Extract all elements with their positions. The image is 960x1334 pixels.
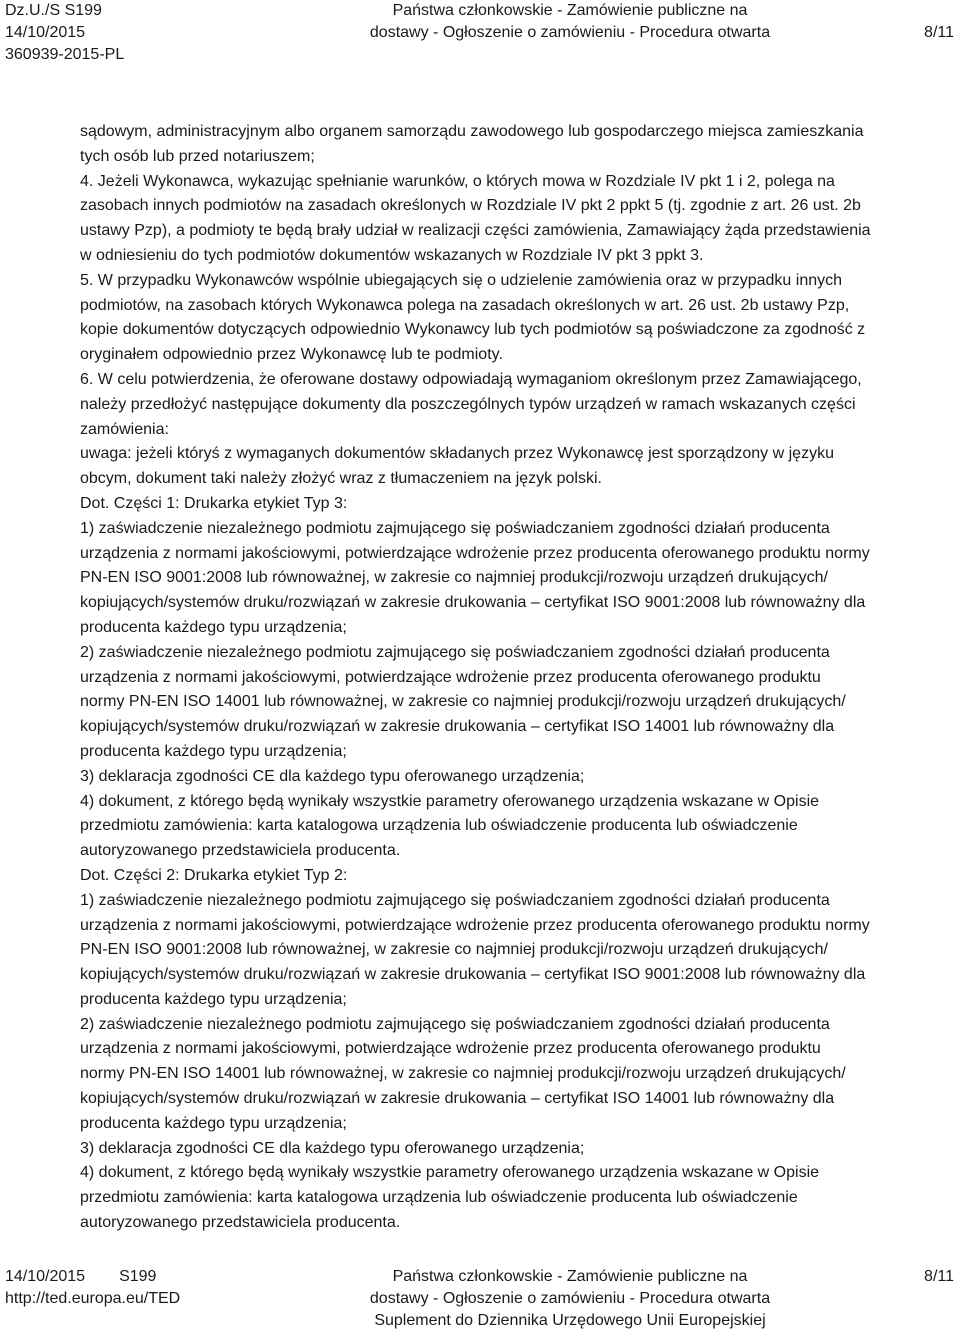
text-line: kopiujących/systemów druku/rozwiązań w zakresie drukowania – certyfikat ISO 14001 lub równoważny dla: [80, 1090, 835, 1108]
text-line: kopiujących/systemów druku/rozwiązań w zakresie drukowania – certyfikat ISO 9001:2008 lub równoważny dla: [80, 966, 866, 984]
text-line: 2) zaświadczenie niezależnego podmiotu zajmującego się poświadczaniem zgodności działań producenta: [80, 1015, 830, 1033]
text-line: urządzenia z normami jakościowymi, potwierdzające wdrożenie przez producenta oferowanego produktu: [80, 668, 821, 686]
header-left: [5, 0, 305, 66]
text-line: 4) dokument, z którego będą wynikały wszystkie parametry oferowanego urządzenia wskazane w Opisie: [80, 1164, 820, 1182]
text-line: PN-EN ISO 9001:2008 lub równoważnej, w zakresie co najmniej produkcji/rozwoju urządzeń drukujących/: [80, 941, 828, 959]
text-line: ustawy Pzp), a podmioty te będą brały udział w realizacji części zamówienia, Zamawiający żąda przedstawienia: [80, 222, 871, 240]
header-right: [874, 0, 954, 44]
text-line: autoryzowanego przedstawiciela producenta.: [80, 842, 401, 860]
text-line: przedmiotu zamówienia: karta katalogowa urządzenia lub oświadczenie producenta lub oświadczenie: [80, 1189, 798, 1207]
footer-right: [874, 1266, 954, 1288]
footer-title-line-3: Suplement do Dziennika Urzędowego Unii Europejskiej: [374, 1312, 766, 1329]
text-line: PN-EN ISO 9001:2008 lub równoważnej, w zakresie co najmniej produkcji/rozwoju urządzeń drukujących/: [80, 569, 828, 587]
text-line: 1) zaświadczenie niezależnego podmiotu zajmującego się poświadczaniem zgodności działań producenta: [80, 519, 830, 537]
text-line: 3) deklaracja zgodności CE dla każdego typu oferowanego urządzenia;: [80, 1139, 585, 1157]
text-line: 4) dokument, z którego będą wynikały wszystkie parametry oferowanego urządzenia wskazane w Opisie: [80, 792, 820, 810]
text-line: Dot. Części 1: Drukarka etykiet Typ 3:: [80, 494, 348, 512]
text-line: tych osób lub przed notariuszem;: [80, 147, 315, 165]
text-line: normy PN-EN ISO 14001 lub równoważnej, w zakresie co najmniej produkcji/rozwoju urządzeń drukujących/: [80, 693, 846, 711]
footer-date: 14/10/2015: [5, 1268, 86, 1285]
text-line: producenta każdego typu urządzenia;: [80, 742, 347, 760]
text-line: zamówienia:: [80, 420, 169, 438]
text-line: producenta każdego typu urządzenia;: [80, 990, 347, 1008]
text-line: Dot. Części 2: Drukarka etykiet Typ 2:: [80, 866, 348, 884]
journal-reference: Dz.U./S S199: [5, 2, 102, 19]
footer-left: [5, 1266, 305, 1310]
header-center: [310, 0, 830, 44]
text-line: urządzenia z normami jakościowymi, potwierdzające wdrożenie przez producenta oferowanego produktu: [80, 1040, 821, 1058]
text-line: 5. W przypadku Wykonawców wspólnie ubiegających się o udzielenie zamówienia oraz w przypadku innych: [80, 271, 843, 289]
text-line: oryginałem odpowiednio przez Wykonawcę lub te podmioty.: [80, 346, 503, 364]
text-line: uwaga: jeżeli któryś z wymaganych dokumentów składanych przez Wykonawcę jest sporządzony w języku: [80, 445, 834, 463]
text-line: kopie dokumentów dotyczących odpowiednio Wykonawcy lub tych podmiotów są poświadczone za zgodność z: [80, 321, 866, 339]
text-line: 3) deklaracja zgodności CE dla każdego typu oferowanego urządzenia;: [80, 767, 585, 785]
text-line: 4. Jeżeli Wykonawca, wykazując spełnianie warunków, o których mowa w Rozdziale IV pkt 1 i 2, polega na: [80, 172, 835, 190]
publication-date: 14/10/2015: [5, 24, 86, 41]
footer-title-line-1: Państwa członkowskie - Zamówienie publiczne na: [392, 1268, 748, 1285]
footer-url[interactable]: http://ted.europa.eu/TED: [5, 1290, 181, 1307]
text-line: producenta każdego typu urządzenia;: [80, 1114, 347, 1132]
text-line: autoryzowanego przedstawiciela producenta.: [80, 1214, 401, 1232]
footer-page-number: 8/11: [924, 1268, 954, 1285]
text-line: 6. W celu potwierdzenia, że oferowane dostawy odpowiadają wymaganiom określonym przez Zamawiającego,: [80, 370, 862, 388]
footer-issue: S199: [119, 1268, 157, 1285]
text-line: sądowym, administracyjnym albo organem samorządu zawodowego lub gospodarczego miejsca zamieszkania: [80, 123, 864, 140]
text-line: kopiujących/systemów druku/rozwiązań w zakresie drukowania – certyfikat ISO 9001:2008 lub równoważny dla: [80, 594, 866, 612]
text-line: producenta każdego typu urządzenia;: [80, 618, 347, 636]
text-line: normy PN-EN ISO 14001 lub równoważnej, w zakresie co najmniej produkcji/rozwoju urządzeń drukujących/: [80, 1065, 846, 1083]
text-line: kopiujących/systemów druku/rozwiązań w zakresie drukowania – certyfikat ISO 14001 lub równoważny dla: [80, 718, 835, 736]
document-body: [80, 120, 955, 1236]
text-line: obcym, dokument taki należy złożyć wraz z tłumaczeniem na język polski.: [80, 470, 602, 488]
text-line: 1) zaświadczenie niezależnego podmiotu zajmującego się poświadczaniem zgodności działań producenta: [80, 891, 830, 909]
text-line: podmiotów, na zasobach których Wykonawca polega na zasadach określonych w art. 26 ust. 2b ustawy Pzp,: [80, 296, 850, 314]
text-line: przedmiotu zamówienia: karta katalogowa urządzenia lub oświadczenie producenta lub oświadczenie: [80, 817, 798, 835]
footer-center: [310, 1266, 830, 1332]
text-line: w odniesieniu do tych podmiotów dokumentów wskazanych w Rozdziale IV pkt 3 ppkt 3.: [80, 246, 704, 264]
text-line: urządzenia z normami jakościowymi, potwierdzające wdrożenie przez producenta oferowanego produktu normy: [80, 916, 870, 934]
header-title-line-2: dostawy - Ogłoszenie o zamówieniu - Procedura otwarta: [369, 24, 771, 41]
text-line: należy przedłożyć następujące dokumenty dla poszczególnych typów urządzeń w ramach wskazanych części: [80, 395, 856, 413]
text-line: zasobach innych podmiotów na zasadach określonych w Rozdziale IV pkt 2 ppkt 5 (tj. zgodnie z art. 26 ust. 2b: [80, 197, 861, 215]
footer-title-line-2: dostawy - Ogłoszenie o zamówieniu - Procedura otwarta: [369, 1290, 771, 1307]
header-title-line-1: Państwa członkowskie - Zamówienie publiczne na: [392, 2, 748, 19]
notice-number: 360939-2015-PL: [5, 46, 125, 63]
text-line: 2) zaświadczenie niezależnego podmiotu zajmującego się poświadczaniem zgodności działań producenta: [80, 643, 830, 661]
text-line: urządzenia z normami jakościowymi, potwierdzające wdrożenie przez producenta oferowanego produktu normy: [80, 544, 870, 562]
header-page-number: 8/11: [924, 24, 954, 41]
